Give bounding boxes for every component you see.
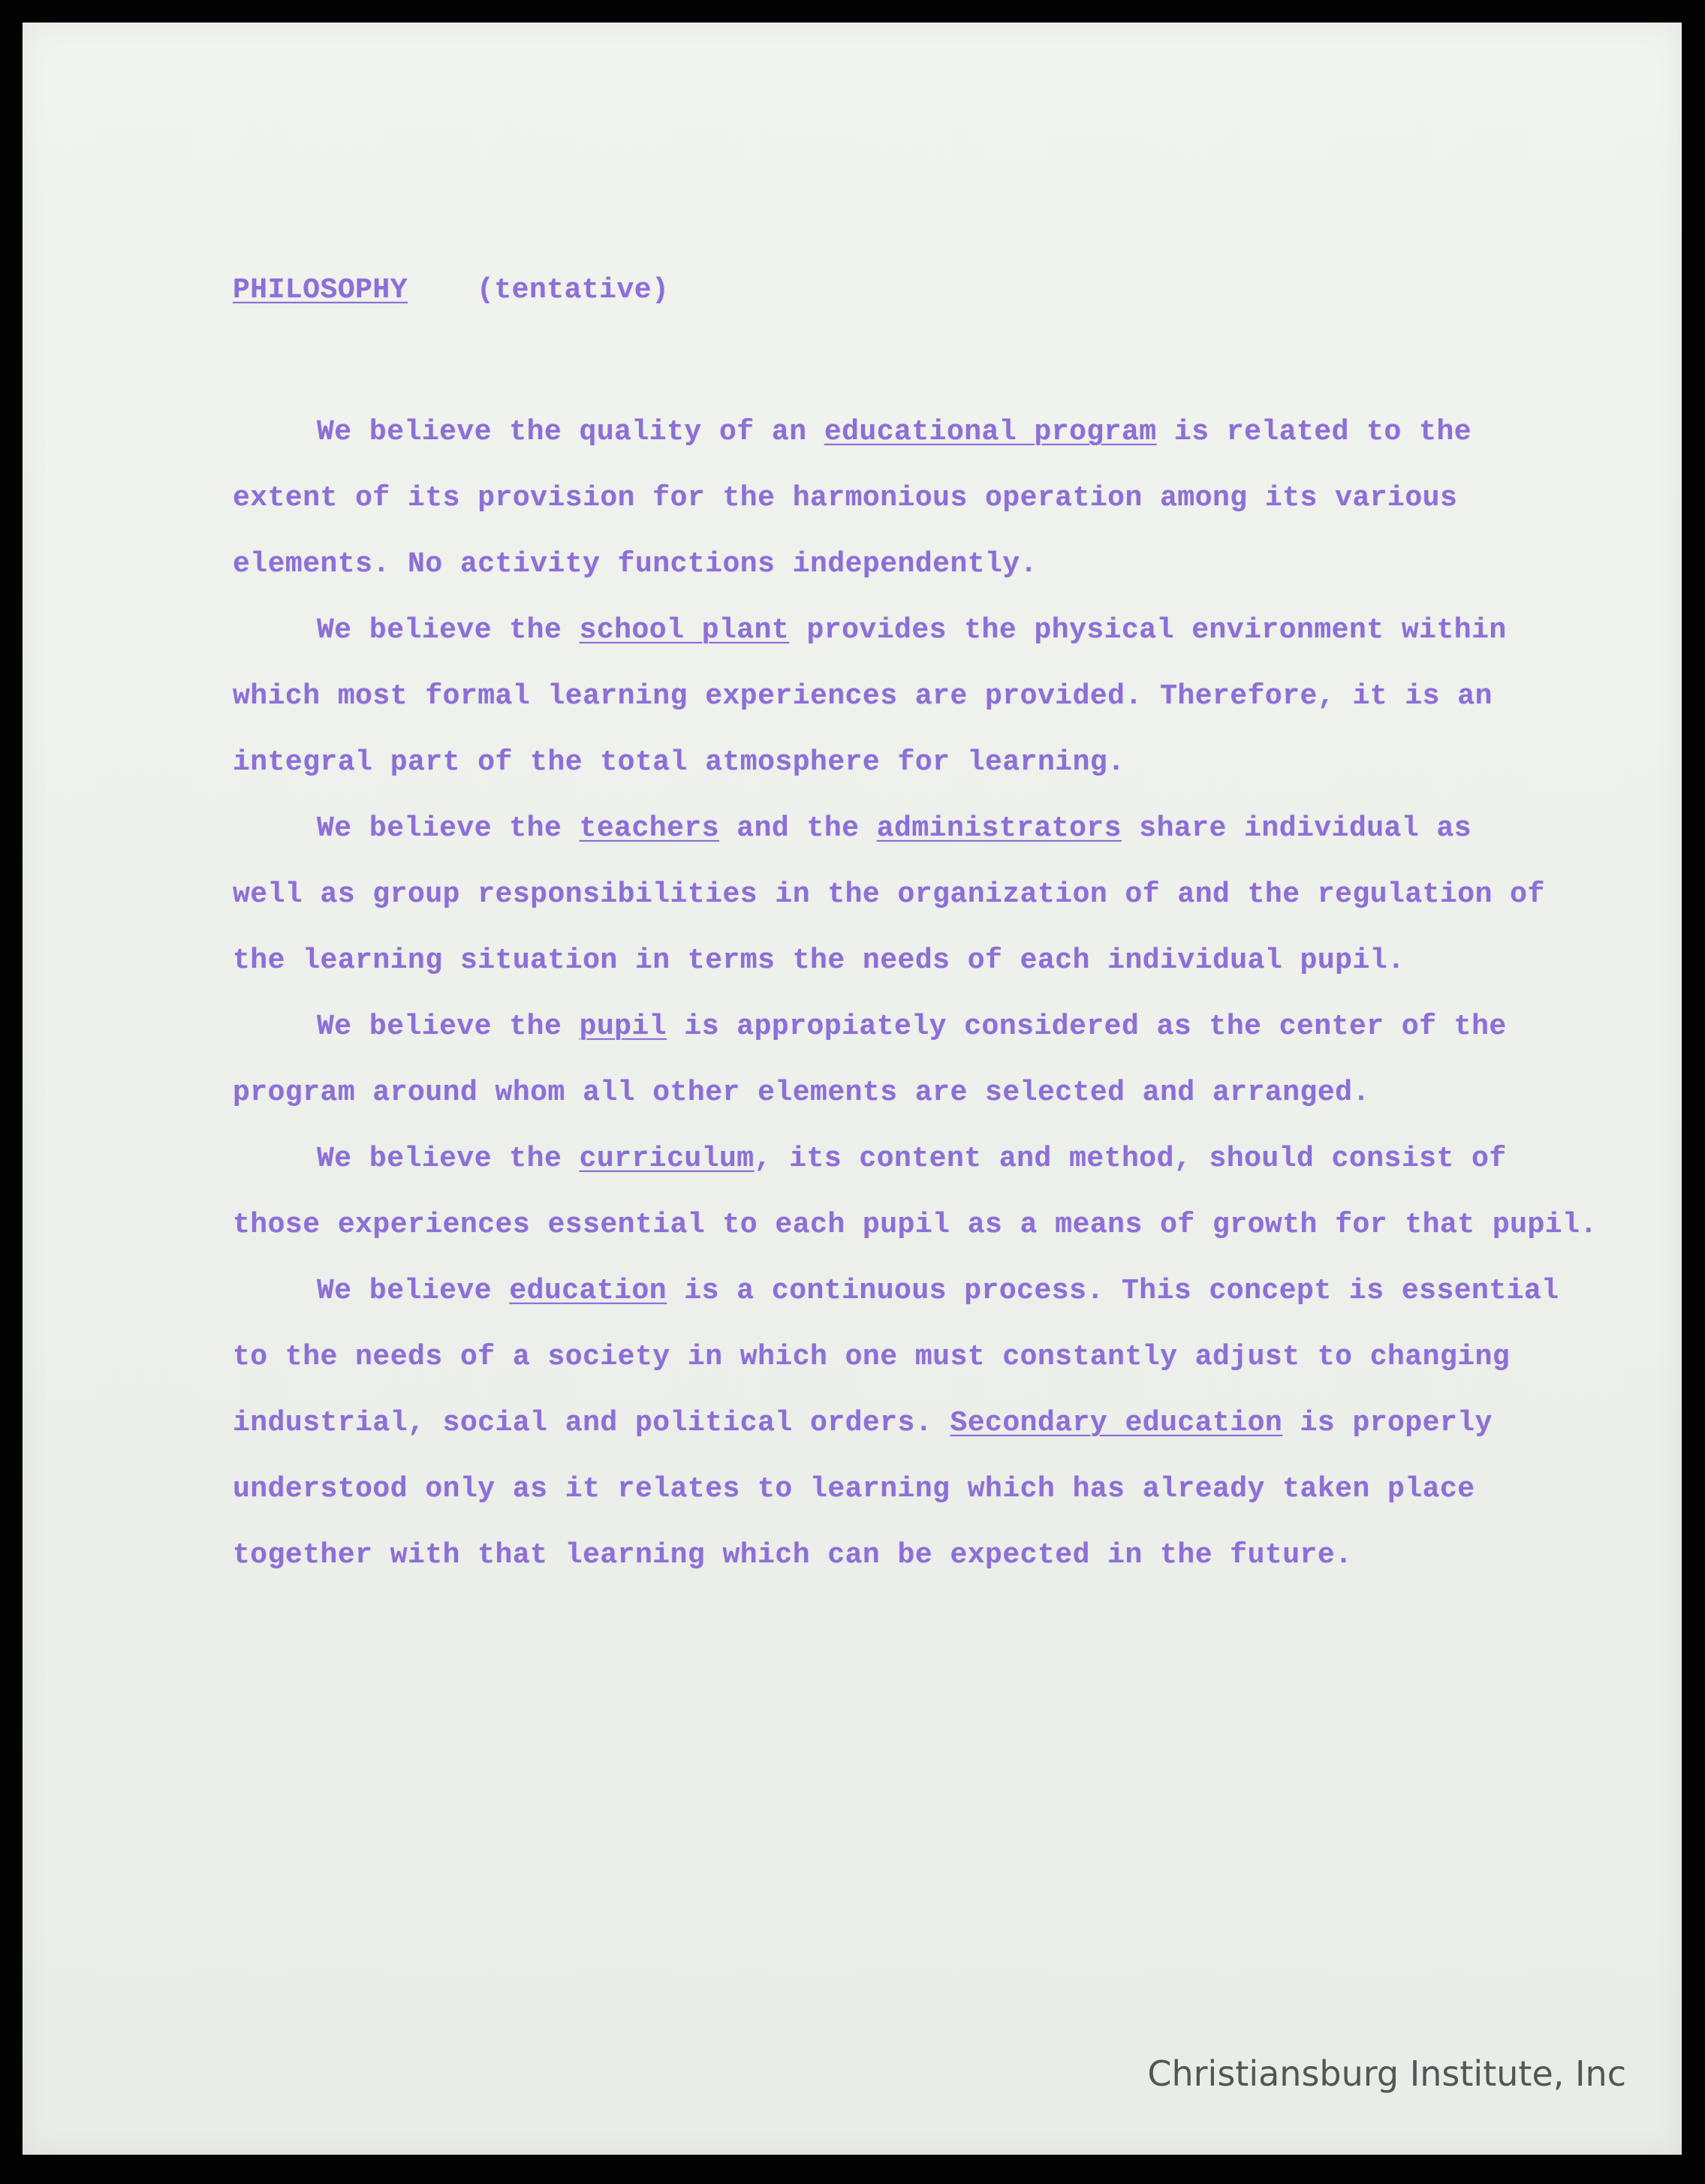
watermark-text: Christiansburg Institute, Inc: [1147, 2053, 1626, 2094]
paragraph-line: elements. No activity functions independently.: [233, 548, 1038, 580]
underlined-term: educational program: [824, 416, 1157, 448]
underlined-term: teachers: [579, 812, 719, 845]
underlined-term: school plant: [579, 614, 790, 646]
paragraph-line: extent of its provision for the harmonious operation among its various: [233, 482, 1458, 514]
underlined-term: Secondary education: [950, 1407, 1283, 1439]
document-body: [233, 274, 1598, 1589]
document-heading: [233, 274, 1554, 306]
paragraph-line: together with that learning which can be expected in the future.: [233, 1539, 1353, 1571]
document-subtitle: (tentative): [477, 274, 670, 306]
paragraph-line: industrial, social and political orders. Secondary education is properly: [233, 1407, 1493, 1439]
paragraph-line: well as group responsibilities in the organization of and the regulation of: [233, 878, 1545, 911]
paragraph-line: understood only as it relates to learning which has already taken place: [233, 1473, 1475, 1505]
paragraph-line: We believe the teachers and the administrators share individual as: [317, 812, 1472, 845]
underlined-term: administrators: [876, 812, 1122, 845]
paragraph: [233, 1126, 1598, 1258]
paragraph-line: We believe the curriculum, its content and method, should consist of: [317, 1143, 1507, 1175]
paragraph-line: We believe the quality of an educational program is related to the: [317, 416, 1472, 448]
paragraph-line: which most formal learning experiences are provided. Therefore, it is an: [233, 680, 1493, 712]
underlined-term: pupil: [579, 1011, 667, 1043]
paragraph-line: We believe the school plant provides the physical environment within: [317, 614, 1507, 646]
paragraph: [233, 399, 1554, 598]
paragraph-line: those experiences essential to each pupil as a means of growth for that pupil.: [233, 1209, 1598, 1241]
paragraph-line: the learning situation in terms the needs of each individual pupil.: [233, 944, 1405, 977]
document-title: PHILOSOPHY: [233, 274, 408, 306]
paragraph: [233, 1258, 1559, 1589]
underlined-term: curriculum: [579, 1143, 755, 1175]
paragraph-line: integral part of the total atmosphere for learning.: [233, 746, 1125, 779]
paragraph-line: We believe the pupil is appropiately considered as the center of the: [317, 1011, 1507, 1043]
paragraph-line: We believe education is a continuous process. This concept is essential: [317, 1275, 1559, 1307]
paper-sheet: [23, 23, 1682, 2155]
paragraph: [233, 796, 1554, 994]
paragraph-line: program around whom all other elements are selected and arranged.: [233, 1077, 1370, 1109]
paragraph: [233, 598, 1554, 796]
paragraph-list: [233, 399, 1598, 1589]
underlined-term: education: [509, 1275, 667, 1307]
paragraph: [233, 994, 1554, 1126]
paragraph-line: to the needs of a society in which one must constantly adjust to changing: [233, 1341, 1511, 1373]
